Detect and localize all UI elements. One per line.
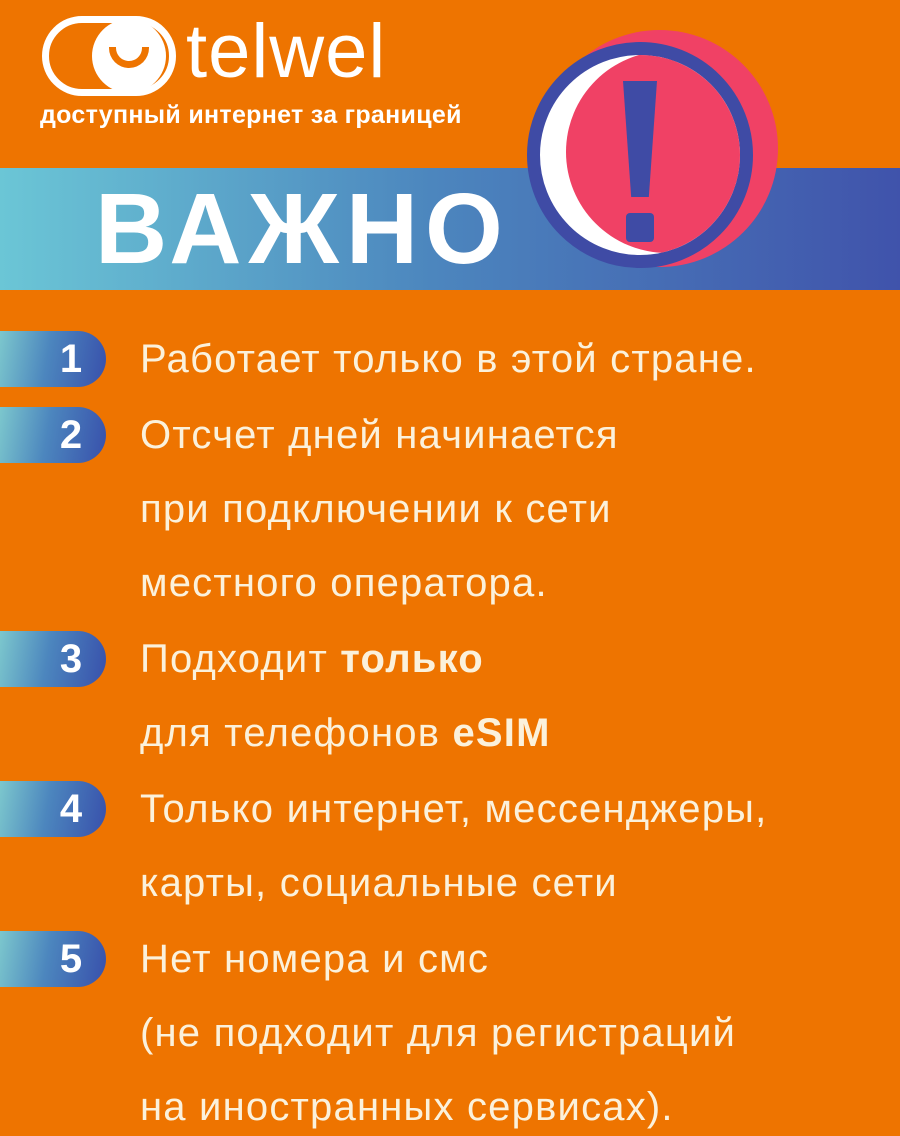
item-text (140, 622, 900, 770)
warning-ring (527, 42, 753, 268)
list-item (0, 398, 900, 620)
important-list (0, 322, 900, 1136)
item-text (140, 772, 900, 920)
list-item (0, 922, 900, 1136)
item-text (140, 922, 900, 1136)
item-text (140, 322, 900, 396)
list-item (0, 772, 900, 920)
item-text-line: при подключении к сети (140, 487, 612, 531)
item-text-line: для телефонов eSIM (140, 711, 551, 755)
item-number-badge: 4 (0, 781, 106, 837)
list-item (0, 322, 900, 396)
brand-tagline: доступный интернет за границей (40, 101, 462, 129)
item-text-line: (не подходит для регистраций (140, 1011, 737, 1055)
item-number-badge: 2 (0, 407, 106, 463)
item-text-line: Нет номера и смс (140, 937, 490, 981)
telwel-smiley-logo-icon (42, 16, 176, 96)
warning-exclamation-icon (527, 30, 783, 280)
item-text-line: Отсчет дней начинается (140, 413, 619, 457)
item-text-line: Только интернет, мессенджеры, (140, 787, 768, 831)
banner-title: ВАЖНО (95, 173, 510, 285)
item-text-line: местного оператора. (140, 561, 548, 605)
exclamation-dot (626, 213, 654, 242)
list-item (0, 622, 900, 770)
item-number-badge: 5 (0, 931, 106, 987)
item-text-line: Подходит только (140, 637, 484, 681)
smiley-face-icon (92, 19, 166, 93)
item-number-badge: 1 (0, 331, 106, 387)
item-text-line: карты, социальные сети (140, 861, 618, 905)
warning-inner-circle (566, 51, 753, 253)
brand-name: telwel (186, 9, 387, 94)
item-text-line: на иностранных сервисах). (140, 1085, 674, 1129)
smile-icon (109, 47, 149, 68)
item-text (140, 398, 900, 620)
item-text-line: Работает только в этой стране. (140, 337, 757, 381)
item-number-badge: 3 (0, 631, 106, 687)
